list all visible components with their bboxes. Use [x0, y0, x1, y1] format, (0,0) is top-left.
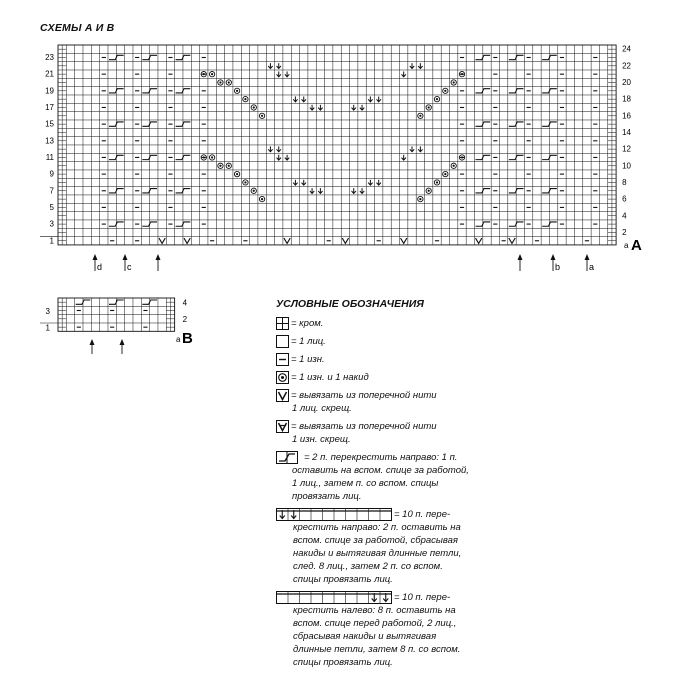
legend-text: = 10 п. пере-	[394, 592, 451, 603]
knit-twisted-bar-icon	[276, 389, 289, 402]
row-number-right: 4	[182, 298, 188, 308]
row-number-left: 17	[45, 102, 54, 112]
row-number-left: 3	[45, 306, 50, 316]
legend-text: 1 изн. скрещ.	[292, 434, 351, 445]
chart-a-corner-label: а	[624, 241, 629, 250]
marker-label: a	[589, 262, 595, 272]
row-number-left: 1	[45, 323, 50, 333]
legend-item-cross-right-10	[276, 508, 686, 586]
legend-text: = 1 лиц.	[291, 336, 326, 347]
legend-text: спицы провязать лиц.	[293, 657, 393, 668]
marker-arrow-icon	[120, 339, 125, 345]
legend-title: УСЛОВНЫЕ ОБОЗНАЧЕНИЯ	[276, 298, 424, 310]
legend-item-knit	[276, 335, 686, 348]
marker-arrow-icon	[518, 254, 523, 260]
row-number-right: 8	[622, 177, 627, 187]
legend-text: накиды и вытягивая длинные петли,	[293, 548, 462, 559]
marker-arrow-icon	[123, 254, 128, 260]
row-number-left: 11	[45, 152, 54, 162]
row-number-left: 1	[49, 236, 54, 246]
marker-label: c	[127, 262, 132, 272]
legend-text: = 10 п. пере-	[394, 509, 451, 520]
chart-b-corner-label: а	[176, 335, 181, 344]
row-number-right: 6	[622, 194, 627, 204]
row-number-left: 19	[45, 86, 54, 96]
row-number-left: 15	[45, 119, 54, 129]
legend-text: вспом. спице за работой, сбрасывая	[293, 535, 459, 546]
marker-label: d	[97, 262, 103, 272]
page-title: СХЕМЫ А И В	[40, 22, 115, 34]
row-number-right: 24	[622, 44, 632, 54]
row-number-right: 2	[622, 227, 627, 237]
row-number-right: 16	[622, 111, 632, 121]
marker-arrow-icon	[93, 254, 98, 260]
legend-item-purl-twisted	[276, 420, 686, 446]
row-number-left: 7	[49, 186, 54, 196]
purl-stitch-icon	[276, 353, 289, 366]
marker-label: b	[555, 262, 561, 272]
legend-text: = вывязать из поперечной нити	[291, 421, 437, 432]
cross-right-2-icon	[276, 451, 298, 464]
legend-text: 1 лиц., затем п. со вспом. спицы	[292, 478, 439, 489]
row-number-right: 20	[622, 77, 632, 87]
row-number-right: 18	[622, 94, 632, 104]
row-number-left: 9	[49, 169, 54, 179]
legend-item-cross-left-10	[276, 591, 686, 669]
edge-stitch-icon	[276, 317, 289, 330]
chart-b-label: B	[182, 330, 193, 347]
legend-text: крестить налево: 8 п. оставить на	[293, 605, 456, 616]
row-number-right: 4	[622, 211, 627, 221]
legend-text: провязать лиц.	[292, 491, 362, 502]
legend-text: оставить на вспом. спице за работой,	[292, 465, 469, 476]
cross-right-10-icon	[276, 508, 392, 521]
knit-stitch-icon	[276, 335, 289, 348]
legend-text: длинные петли, затем 8 п. со вспом.	[293, 644, 461, 655]
legend-text: = кром.	[291, 318, 324, 329]
legend-text: след. 8 лиц., затем 2 п. со вспом.	[293, 561, 443, 572]
legend-text: вспом. спице перед работой, 2 лиц.,	[293, 618, 457, 629]
row-number-right: 12	[622, 144, 632, 154]
marker-arrow-icon	[156, 254, 161, 260]
legend-text: спицы провязать лиц.	[293, 574, 393, 585]
row-number-left: 5	[49, 202, 54, 212]
legend-text: = вывязать из поперечной нити	[291, 390, 437, 401]
legend	[276, 298, 686, 674]
marker-arrow-icon	[585, 254, 590, 260]
chart-b	[0, 290, 260, 360]
cross-left-10-icon	[276, 591, 392, 604]
row-number-right: 10	[622, 161, 632, 171]
row-number-left: 23	[45, 52, 54, 62]
legend-item-purl-yo	[276, 371, 686, 384]
legend-item-knit-twisted	[276, 389, 686, 415]
legend-item-cross-right-2	[276, 451, 686, 503]
marker-arrow-icon	[551, 254, 556, 260]
chart-a-label: A	[631, 237, 642, 254]
legend-item-edge	[276, 317, 686, 330]
row-number-right: 2	[182, 315, 188, 325]
row-number-left: 21	[45, 69, 54, 79]
legend-text: сбрасывая накиды и вытягивая	[293, 631, 437, 642]
legend-text: 1 лиц. скрещ.	[292, 403, 352, 414]
purl-twisted-bar-icon	[276, 420, 289, 433]
marker-arrow-icon	[90, 339, 95, 345]
row-number-left: 3	[49, 219, 54, 229]
legend-item-purl	[276, 353, 686, 366]
chart-a	[0, 0, 695, 290]
row-number-right: 22	[622, 61, 632, 71]
legend-text: = 1 изн. и 1 накид	[291, 372, 369, 383]
row-number-left: 13	[45, 136, 54, 146]
legend-text: = 2 п. перекрестить направо: 1 п.	[304, 452, 458, 463]
legend-text: = 1 изн.	[291, 354, 325, 365]
purl-yarnover-icon	[276, 371, 289, 384]
legend-text: крестить направо: 2 п. оставить на	[293, 522, 461, 533]
row-number-right: 14	[622, 127, 632, 137]
